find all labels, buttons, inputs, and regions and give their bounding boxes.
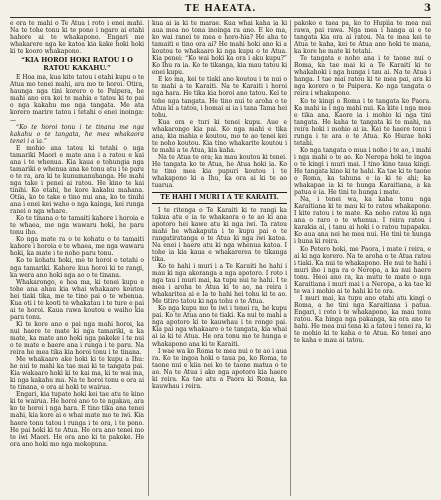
paragraph: I muri mai, ka tupu ano etahi atu kingi o Roma, a he tini nga Karaitiana i patua. Engari, i roto i te whakapono, ka mau tonu ratou. Ka hinga nga pakanga, ka ora ano te hahi. He mea nui tena ki a tatou i tenei ra, ki te mohio ki te kaha o te Atua. Ko tenei ano te kaha e mau ai tatou. (294, 294, 431, 345)
article-heading: TE HAHI I MURI I A TE KARAITI. (152, 192, 287, 204)
paragraph: Na, i tenei wa, ka kaha tonu nga Karaitiana ki te mau ki to ratou whakapono. I kite ratou i te mate. Ka noho ratou ki nga ana o raro o te whenua. I reira ratou i karakia ai, i tanu ai hoki i o ratou tupapaku. Ko aua ana nei he mea nui. He tini te hunga i huna ki reira. (294, 196, 431, 246)
paragraph: Ko nga kupu mo te iwi i tenei ra, he kupu pai. Ko te Atua ano te tiaki. Ka nui te mahi a nga apotoro ki te kauwhau i te rongo pai. Kia pai nga whakaaro o te tangata, kia whai ai ia ki te Atua. He ora tonu mo te hunga e whakapono ana ki te Karaiti. (152, 305, 287, 348)
paragraph: E ko ma, kei te tiaki ano koutou i te nui o te mahi a te Karaiti. Na te Karaiti i horoi nga hara. He tika kia horoi ano tatou. Kei te tohe nga tangata. He tino nui te aroha o te Atua ki a tatou, i homai ai ia i tana Tama hei tohu. (152, 76, 287, 119)
paragraph: Kua ora e turi ki tenei kupu. Aue e whakarongo kia pai. Ko nga mahi e tika ana, kia mahia e koutou, mo te ao tenei kei te noho koutou. Kia tino whakarite koutou i te mahi a te Atua, kia kaha. (152, 118, 287, 154)
paragraph: e ora te mahi o Te Atua i roto i enei mahi. Na te tohe tonu ki te pono i ngaro ai etahi hahore ai te whakapono. Engari me whakarere nga ke katoa kia kake hoki hoki ki te kooro whakapono. (10, 20, 144, 56)
paragraph: kua ai ia ki te marae. Kua whai kaha ia ki aua mea no tona inoinga ra ano. E ko ma, ko wai ranei te mea e horo-hia? He aha te tamaiti e tino ora ai? He mahi hoki ano ki a koutou te whakaaro ki nga kupu o te Atua. Kia penei: “Ko wai hoki ka ora i aku kupu?” Ko Ihu ra ia. Ko te tikanga, kia mau tatou ki enei kupu. (152, 20, 287, 77)
column-2 (152, 20, 287, 496)
paragraph: Ko Petero hoki, me Paora, i mate i reira, e ai ki nga korero. Na te aroha o te Atua ratou i tiaki. Ka nui te whakapono. He nui te hahi i muri iho i nga ra o Neropa, a ka nui haere tonu. Heoi ano ra, ka mutu te mate o nga Karaitiana i muri mai i a Neropa, a ka tae ki te wa i mohio ai te hahi ki te ora. (294, 245, 431, 295)
column-divider (148, 20, 149, 496)
column-3 (294, 20, 431, 496)
paragraph: I te ritenga o Te Karaiti ki te rangi ka tukua atu e ia te whakaora o te ao ki ana apotoro hei kawe atu ki nga iwi. Ta ratou mahi he whakaputa i te kupu pai o te rangatiratanga o te Atua ki nga iwi katoa. Na enei i haere atu ki nga whenua katoa. I tohe ia kia kaua e whakarerea te tikanga tika. (152, 206, 287, 263)
paragraph: Ko te kingi o Roma i te tangata ko Paora. Ka mahi ia i nga mahi nui. Ka kite i nga mea e tika ana. Kaore ia i mohio ki nga tini tangata. He kaha te tangata ki te mahi, na reira hoki i mohio ai ia. Kei te haere tonu i runga i te ara o te Atua. Ko Hurae hoki tetahi. (294, 97, 431, 147)
paragraph: pakoko e taea pa, ko to Hupiia te mea nui rawa, pai rawa. Nga mea i hanga ai e te tangata kia ora ai ratou. Na te mea kei te Atua te kaha, kei te Atua ano hoki te mana, ka kore he mate ki tetahi. (294, 20, 431, 56)
paragraph: E mohio ana tatou ki tetahi o nga tamariki Maori e mate ana i a ratou e kai ana i te whenua. Kia kaua e tohungia nga tamariki e whenua ana ke tonu atu i te paru o te ra, ara ki te kunumanuhanga. He mahi nga take i penei ai ratou. He kino te kai tinihi. Ko etahi, he kore kakahu mahana. Otiia, ko te take e tino nui ana, ko te tinihi ana i enei kei waho o nga kainga, kei runga ranei o nga whare. (10, 144, 144, 216)
header-rule (10, 17, 431, 18)
paragraph: Ko te tinana o te tamaiti kahore i horoia e te whaea, me nga wawaru hoki, he paru tonu iho. (10, 215, 144, 237)
page-header (10, 4, 431, 18)
column-1 (10, 20, 144, 496)
paragraph: Te tangata e noho ana i te taone nui o Roma, ka tae mai ki a Te Karaiti ki te whakahoki i nga hunga i tau ai. Na te Atua i hanga. I tae mai ratou ki te mea pai, ara ki nga korero o te Paipera. Ko nga tangata o reira i whakapono. (294, 55, 431, 98)
page-number: 3 (424, 3, 431, 14)
paragraph: Me whakaaro ake hoki ki te kupu a Ihu: he nui te mahi ka tae mai ki te tangata pai. Kia wakaaro hoki ki te kai ma, ki te wai ma, ki nga kakahu ma. Na te horoi tonu e ora ai te tinana, e ora ai hoki te wairua. (10, 356, 144, 392)
paragraph: Ki te kore ano e pai nga mahi horoi, ka nui haere te mate ki nga tamariki, a ka mate, ka mate ano hoki nga pakeke i te nui o te mate e haere ana i runga i te paru. Na reira he mea tika kia horoi tonu i te tinana. (10, 320, 144, 357)
paragraph: E Hoa ma, kua kite tatou i etahi kupu o te Atua mo tenei mahi, ara mo te horoi. Otira, haunga nga tini korero o te Paipera, he mahi ano era kei te mahia e tatou ki te pai o nga kakahu me nga tangata. Me ata korero marire tatou i tetahi o enei inoinga:— (10, 74, 144, 124)
paragraph: Ko te kohatu hoki, me te horoi e tetahi o nga tamariki. Kahore kua horoi ki te rangi, ka wera ano hoki nga ao o te tinana. (10, 257, 144, 279)
paragraph: Ko te hahi i muri i a Te Karaiti he hahi i mau ki nga akoranga a nga apotoro. I roto i nga tau i muri mai, ka tupu nui te hahi. I te mea i aroha te Atua ki te ao, na reira i whakaritea ai e Ia te hahi hei tohu ki te ao. Me titiro tatou ki nga tohu o te Atua. (152, 263, 287, 306)
page-title: TE HAEATA. (184, 4, 257, 14)
quote: “Ko te horoi tonu i te tinana me nga kakahu o te tangata, he mea whakaora tenei i a ia.” (10, 123, 144, 145)
column-divider (290, 20, 291, 496)
paragraph: Ko nga tangata o mua i noho i te ao, i mahi i nga mahi o te ao. Ko Neropa hoki te ingoa o te kingi i muri mai. I tino kino taua kingi. He tangata kino ki te hahi. Ka tae ki te taone o Roma, ka tahuna e ia ki te ahi; ka whakapae ia ki te hunga Karaitiana, a ka patua e ia. He tini te hunga i mate. (294, 146, 431, 197)
paragraph: I wae wa ko Roma te mea nui o te ao i aua ra. Ko te ingoa hoki o taua pa, ko Roma, te taone nui e kiia nei ko te taone matua o te ao. Na te Atua i ako nga apotoro kia haere ki reira. Ka tae atu a Paora ki Roma, ka kauwhau i reira. (152, 347, 287, 390)
paragraph: Ko nga mate ra o te kohatu o te tamaiti kahore i horoia e te whaea, me nga wawaru hoki, ka mate i te noho paru tonu. (10, 236, 144, 258)
article-heading: “KIA HOROI HOKI RATOU I O RATOU KAKAHU.” (21, 56, 133, 72)
paragraph: Engari, kia tupato hoki kei tae atu te kino ki te wairua. He horoi ano to te ngakau, ara ko te horoi i nga hara. E tino tika ana tenei mahi, kia kore ai e whai mate mo te iwi. Kia haere tonu tatou i runga i te ora, i te pono. He pai hoki ki te Atua. He ora ano tenei mo te iwi Maori. He ora ano ki te pakeke. He ora ano hoki mo nga mokopuna. (10, 391, 144, 448)
paragraph: Whakarongo, e hoa ma, ki tenei kupu e tohe ana ahau kia whai whakaaro koutou hei tiaki tika, me te tino pai o te whenua. Kua oti i te kooti te whakatau i te ture e pai ai te horoi. Kaua rawa koutou e waiho kia paru tonu. (10, 278, 144, 321)
paragraph: Na te Atua te ora; ka mau koutou ki tenei. He tangata ko te Atua, he Atua hoki ia. Ko te tino mea kia pupuri koutou i te whakapono ki a Ihu, ka ora ai ki te ao tuarua. (152, 153, 287, 190)
